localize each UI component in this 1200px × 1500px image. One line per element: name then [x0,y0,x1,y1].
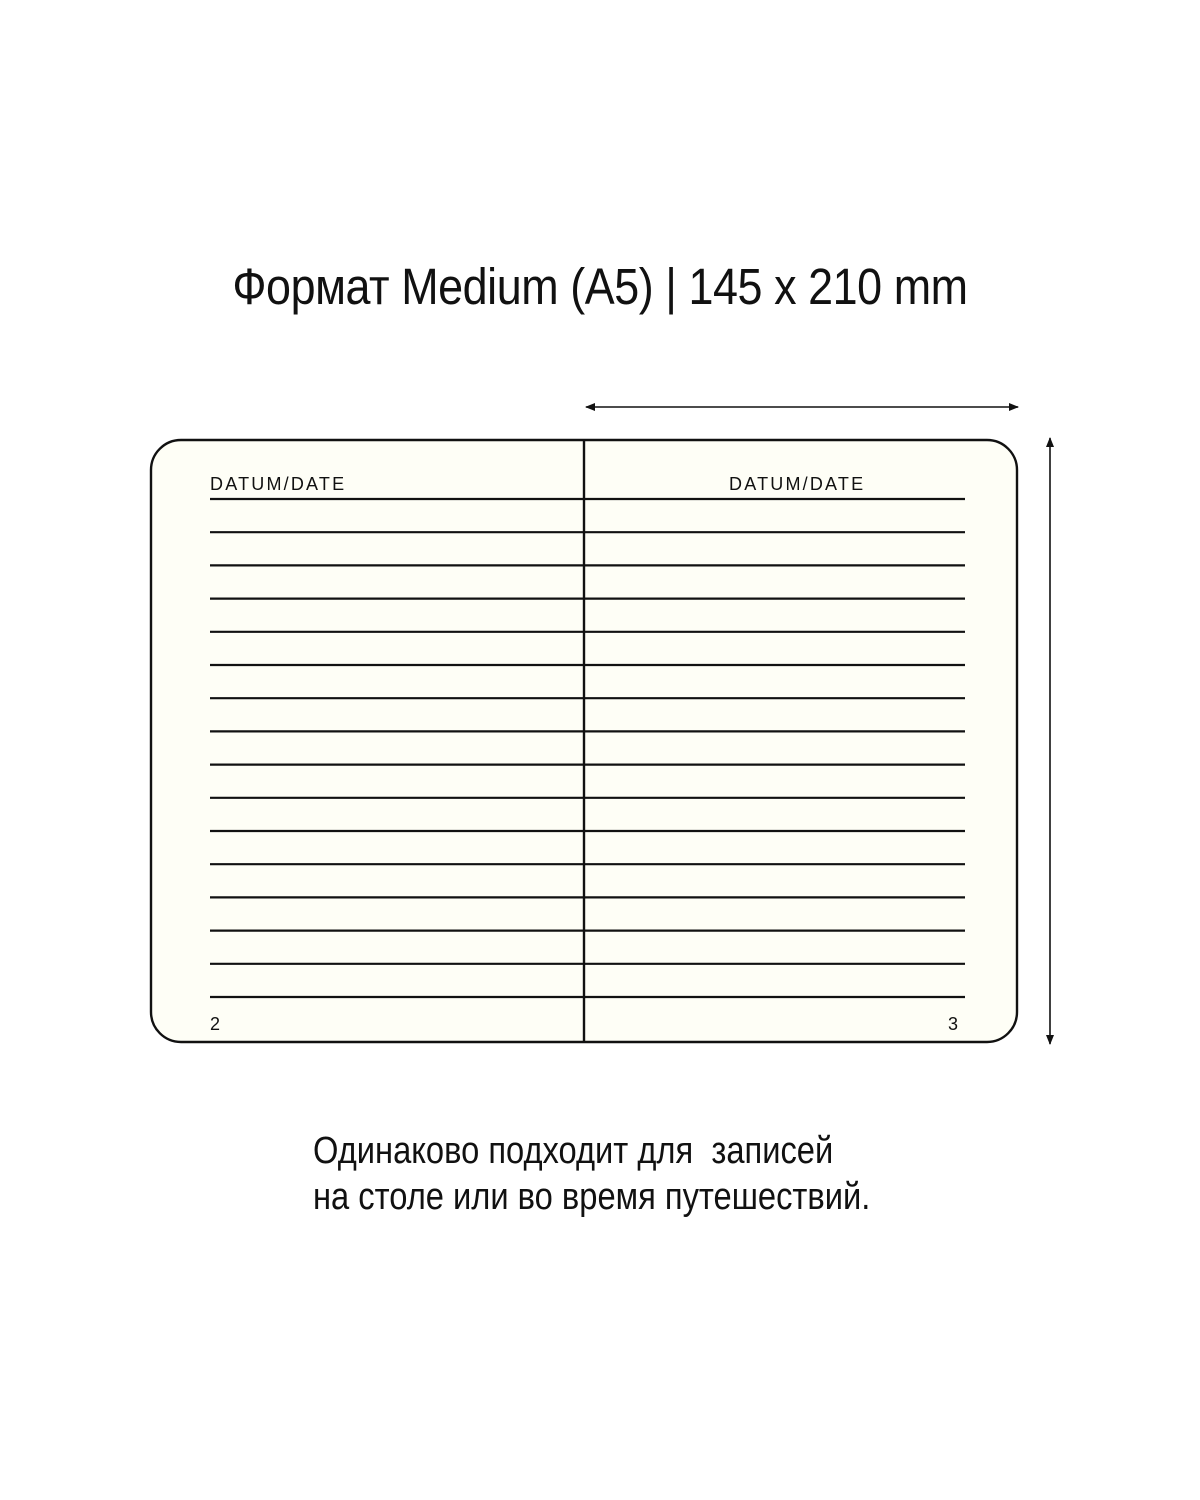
caption [313,1128,932,1220]
left-page-date-label: DATUM/DATE [210,474,347,494]
right-page-date-label: DATUM/DATE [729,474,866,494]
caption-line-1: Одинаково подходит для записей [313,1130,834,1172]
left-page-number: 2 [210,1014,221,1034]
right-page-number: 3 [948,1014,959,1034]
caption-line-2: на столе или во время путешествий. [313,1176,871,1218]
page-title: Формат Medium (A5) | 145 x 210 mm [232,258,968,315]
